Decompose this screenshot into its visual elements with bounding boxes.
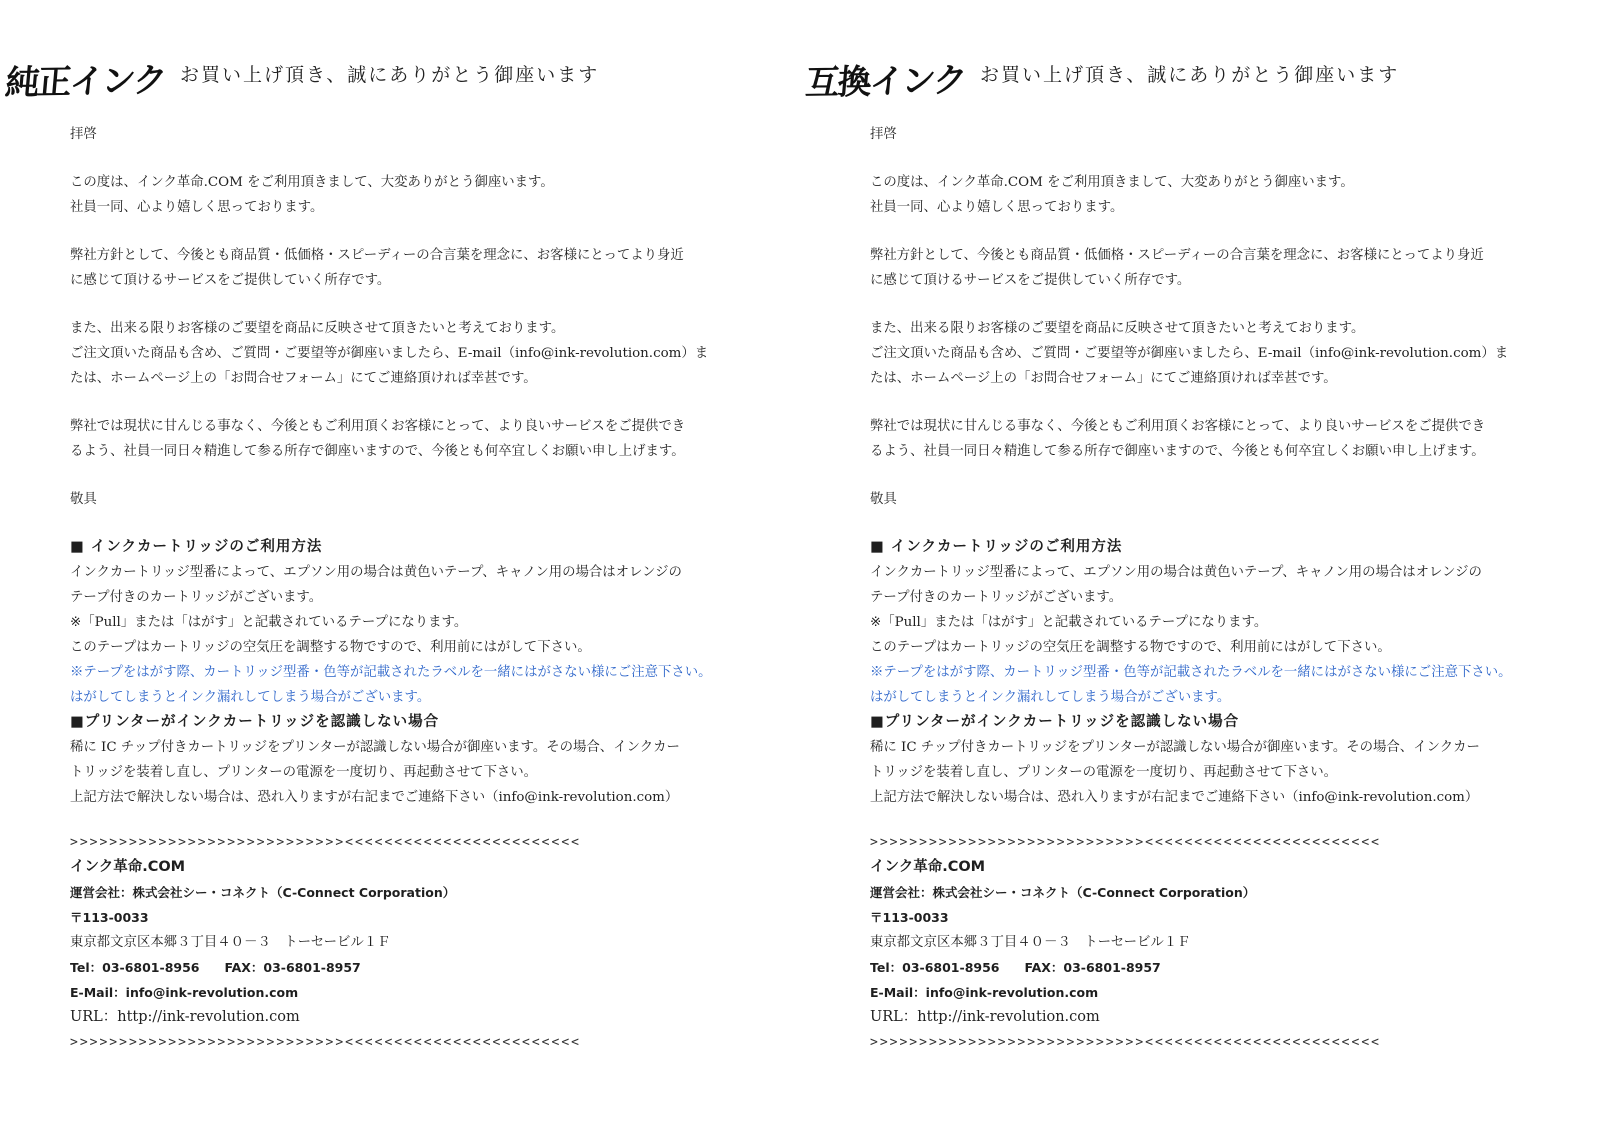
arrow-divider-bottom: >>>>>>>>>>>>>>>>>>>>>>>>>>>><<<<<<<<<<<<<<<<<<<<<<<<	[870, 1035, 1381, 1050]
section1-notice: はがしてしまうとインク漏れしてしまう場合がございます。	[870, 690, 1231, 705]
postal-code: 〒113-0033	[70, 910, 149, 925]
para4-line: るよう、社員一同日々精進して参る所存で御座いますので、今後とも何卒宜しくお願い申し上げます。	[70, 444, 685, 459]
company-name: インク革命.COM	[70, 859, 186, 875]
para3-line: また、出来る限りお客様のご要望を商品に反映させて頂きたいと考えております。	[870, 321, 1365, 336]
para2-line: 弊社方針として、今後とも商品質・低価格・スピーディーの合言葉を理念に、お客様にとってより身近	[870, 248, 1484, 263]
greeting-heading: お買い上げ頂き、誠にありがとう御座います	[980, 64, 1400, 86]
operator-company: 運営会社：株式会社シー・コネクト（C-Connect Corporation）	[70, 885, 456, 900]
para3-line: たは、ホームページ上の「お問合せフォーム」にてご連絡頂ければ幸甚です。	[70, 371, 537, 386]
postal-code: 〒113-0033	[870, 910, 949, 925]
tel-fax: Tel：03-6801-8956 FAX：03-6801-8957	[70, 960, 361, 975]
company-name: インク革命.COM	[870, 859, 986, 875]
section1-line: ※「Pull」または「はがす」と記載されているテープになります。	[870, 615, 1268, 630]
section1-notice: ※テープをはがす際、カートリッジ型番・色等が記載されたラベルを一緒にはがさない様にご注意下さい。	[870, 665, 1512, 680]
para3-line: ご注文頂いた商品も含め、ご質問・ご要望等が御座いましたら、E-mail（info@ink-revolution.com）ま	[870, 346, 1509, 361]
website-url: URL：http://ink-revolution.com	[70, 1009, 300, 1025]
para1-line: 社員一同、心より嬉しく思っております。	[870, 200, 1124, 215]
arrow-divider-bottom: >>>>>>>>>>>>>>>>>>>>>>>>>>>><<<<<<<<<<<<<<<<<<<<<<<<	[70, 1035, 581, 1050]
letter-body	[70, 122, 735, 1055]
section2-line: 稀に IC チップ付きカートリッジをプリンターが認識しない場合が御座います。その場合、インクカー	[70, 740, 680, 755]
letter-header	[0, 48, 800, 108]
greeting-heading: お買い上げ頂き、誠にありがとう御座います	[180, 64, 600, 86]
email-address: E-Mail：info@ink-revolution.com	[70, 985, 299, 1000]
section2-line: 稀に IC チップ付きカートリッジをプリンターが認識しない場合が御座います。その場合、インクカー	[870, 740, 1480, 755]
handwritten-title: 純正インク	[3, 60, 167, 104]
para1-line: この度は、インク革命.COM をご利用頂きまして、大変ありがとう御座います。	[70, 175, 554, 190]
section1-line: テープ付きのカートリッジがございます。	[70, 590, 323, 605]
section2-line: トリッジを装着し直し、プリンターの電源を一度切り、再起動させて下さい。	[870, 765, 1338, 780]
para4-line: るよう、社員一同日々精進して参る所存で御座いますので、今後とも何卒宜しくお願い申し上げます。	[870, 444, 1485, 459]
operator-company: 運営会社：株式会社シー・コネクト（C-Connect Corporation）	[870, 885, 1256, 900]
para2-line: 弊社方針として、今後とも商品質・低価格・スピーディーの合言葉を理念に、お客様にとってより身近	[70, 248, 684, 263]
section1-line: このテープはカートリッジの空気圧を調整する物ですので、利用前にはがして下さい。	[870, 640, 1391, 655]
section2-line: 上記方法で解決しない場合は、恐れ入りますが右記までご連絡下さい（info@ink-revolution.com）	[870, 790, 1479, 805]
para3-line: ご注文頂いた商品も含め、ご質問・ご要望等が御座いましたら、E-mail（info@ink-revolution.com）ま	[70, 346, 709, 361]
para1-line: この度は、インク革命.COM をご利用頂きまして、大変ありがとう御座います。	[870, 175, 1354, 190]
email-address: E-Mail：info@ink-revolution.com	[870, 985, 1099, 1000]
arrow-divider-top: >>>>>>>>>>>>>>>>>>>>>>>>>>>><<<<<<<<<<<<<<<<<<<<<<<<	[870, 835, 1381, 850]
para2-line: に感じて頂けるサービスをご提供していく所存です。	[70, 273, 391, 288]
section2-title: ■プリンターがインクカートリッジを認識しない場合	[70, 714, 440, 730]
section2-line: トリッジを装着し直し、プリンターの電源を一度切り、再起動させて下さい。	[70, 765, 538, 780]
section1-line: インクカートリッジ型番によって、エプソン用の場合は黄色いテープ、キャノン用の場合はオレンジの	[70, 565, 682, 580]
section2-title: ■プリンターがインクカートリッジを認識しない場合	[870, 714, 1240, 730]
address: 東京都文京区本郷３丁目４０－３ トーセービル１Ｆ	[870, 935, 1191, 950]
section1-title: ■ インクカートリッジのご利用方法	[870, 539, 1123, 555]
opening-salutation: 拝啓	[870, 127, 897, 142]
letter-header	[800, 48, 1600, 108]
para4-line: 弊社では現状に甘んじる事なく、今後ともご利用頂くお客様にとって、より良いサービスをご提供でき	[870, 419, 1486, 434]
tel-fax: Tel：03-6801-8956 FAX：03-6801-8957	[870, 960, 1161, 975]
section1-title: ■ インクカートリッジのご利用方法	[70, 539, 323, 555]
handwritten-title: 互換インク	[803, 60, 967, 104]
website-url: URL：http://ink-revolution.com	[870, 1009, 1100, 1025]
section2-line: 上記方法で解決しない場合は、恐れ入りますが右記までご連絡下さい（info@ink-revolution.com）	[70, 790, 679, 805]
closing-salutation: 敬具	[870, 492, 897, 507]
address: 東京都文京区本郷３丁目４０－３ トーセービル１Ｆ	[70, 935, 391, 950]
opening-salutation: 拝啓	[70, 127, 97, 142]
section1-notice: ※テープをはがす際、カートリッジ型番・色等が記載されたラベルを一緒にはがさない様にご注意下さい。	[70, 665, 712, 680]
closing-salutation: 敬具	[70, 492, 97, 507]
para2-line: に感じて頂けるサービスをご提供していく所存です。	[870, 273, 1191, 288]
section1-line: テープ付きのカートリッジがございます。	[870, 590, 1123, 605]
letter-compatible-ink	[800, 0, 1600, 1141]
section1-line: ※「Pull」または「はがす」と記載されているテープになります。	[70, 615, 468, 630]
letter-body	[870, 122, 1535, 1055]
para3-line: たは、ホームページ上の「お問合せフォーム」にてご連絡頂ければ幸甚です。	[870, 371, 1337, 386]
para3-line: また、出来る限りお客様のご要望を商品に反映させて頂きたいと考えております。	[70, 321, 565, 336]
para1-line: 社員一同、心より嬉しく思っております。	[70, 200, 324, 215]
section1-line: このテープはカートリッジの空気圧を調整する物ですので、利用前にはがして下さい。	[70, 640, 591, 655]
para4-line: 弊社では現状に甘んじる事なく、今後ともご利用頂くお客様にとって、より良いサービスをご提供でき	[70, 419, 686, 434]
arrow-divider-top: >>>>>>>>>>>>>>>>>>>>>>>>>>>><<<<<<<<<<<<<<<<<<<<<<<<	[70, 835, 581, 850]
section1-notice: はがしてしまうとインク漏れしてしまう場合がございます。	[70, 690, 431, 705]
section1-line: インクカートリッジ型番によって、エプソン用の場合は黄色いテープ、キャノン用の場合はオレンジの	[870, 565, 1482, 580]
